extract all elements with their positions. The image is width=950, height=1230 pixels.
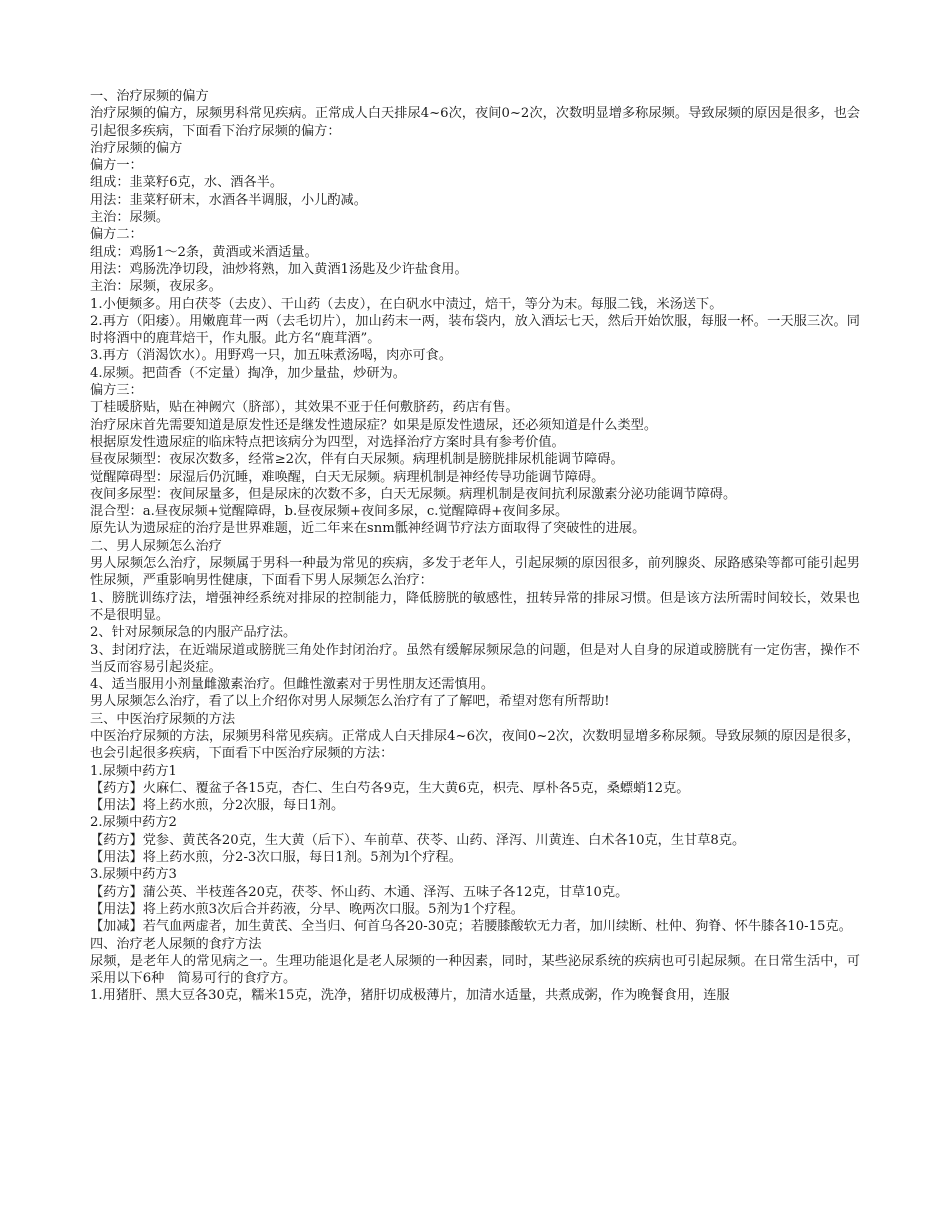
paragraph: 中医治疗尿频的方法，尿频男科常见疾病。正常成人白天排尿4~6次，夜间0~2次，次数明显增多称尿频。导致尿频的原因是很多，也会引起很多疾病，下面看下中医治疗尿频的方法： (90, 728, 860, 762)
section-heading-2: 二、男人尿频怎么治疗 (90, 538, 222, 554)
remedy-usage: 用法：鸡肠洗净切段，油炒将熟，加入黄酒1汤匙及少许盐食用。 (90, 261, 468, 277)
prescription-usage: 【用法】将上药水煎，分2次服，每日1剂。 (90, 798, 345, 814)
paragraph: 男人尿频怎么治疗，看了以上介绍你对男人尿频怎么治疗有了了解吧，希望对您有所帮助! (90, 694, 610, 710)
paragraph: 尿频，是老年人的常见病之一。生理功能退化是老人尿频的一种因素，同时，某些泌尿系统的疾病也可引起尿频。在日常生活中，可采用以下6种 简易可行的食疗方。 (90, 953, 860, 987)
prescription-title: 3.尿频中药方3 (90, 867, 177, 883)
section-heading-4: 四、治疗老人尿频的食疗方法 (90, 936, 262, 952)
numbered-item: 2.再方（阳痿）。用嫩鹿茸一两（去毛切片），加山药末一两，装布袋内，放入酒坛七天，然后开始饮服，每服一杯。一天服三次。同时将酒中的鹿茸焙干，作丸服。此方名“鹿茸酒”。 (90, 313, 860, 347)
prescription-ingredients: 【药方】党参、黄芪各20克，生大黄（后下）、车前草、茯苓、山药、泽泻、川黄连、白术各10克，生甘草8克。 (90, 832, 746, 848)
remedy-label: 偏方二： (90, 227, 143, 243)
document-page (90, 88, 860, 1005)
prescription-title: 2.尿频中药方2 (90, 815, 177, 831)
paragraph: 男人尿频怎么治疗，尿频属于男科一种最为常见的疾病，多发于老年人，引起尿频的原因很多，前列腺炎、尿路感染等都可能引起男性尿频，严重影响男性健康，下面看下男人尿频怎么治疗： (90, 556, 860, 589)
paragraph: 丁桂暖脐贴，贴在神阙穴（脐部），其效果不亚于任何敷脐药，药店有售。 (90, 400, 519, 416)
remedy-label: 偏方三： (90, 383, 143, 399)
numbered-item: 4、适当服用小剂量雌激素治疗。但雌性激素对于男性朋友还需慎用。 (90, 677, 495, 693)
numbered-item: 1.小便频多。用白茯苓（去皮）、干山药（去皮），在白矾水中渍过，焙干，等分为末。每服二钱，米汤送下。 (90, 296, 723, 312)
numbered-item: 4.尿频。把茴香（不定量）掏净，加少量盐，炒研为。 (90, 365, 406, 381)
subheading: 治疗尿频的偏方 (90, 140, 183, 156)
numbered-item: 2、针对尿频尿急的内服产品疗法。 (90, 625, 297, 641)
type-description: 夜间多尿型：夜间尿量多，但是尿床的次数不多，白天无尿频。病理机制是夜间抗利尿激素分泌功能调节障碍。 (90, 486, 737, 502)
remedy-label: 偏方一： (90, 158, 143, 174)
type-description: 混合型：a.昼夜尿频+觉醒障碍，b.昼夜尿频+夜间多尿，c.觉醒障碍+夜间多尿。 (90, 504, 569, 520)
prescription-usage: 【用法】将上药水煎，分2-3次口服，每日1剂。5剂为l个疗程。 (90, 850, 462, 866)
type-description: 昼夜尿频型：夜尿次数多，经常≥2次，伴有白天尿频。病理机制是膀胱排尿机能调节障碍。 (90, 452, 624, 468)
paragraph: 治疗尿频的偏方，尿频男科常见疾病。正常成人白天排尿4~6次，夜间0~2次，次数明显增多称尿频。导致尿频的原因是很多，也会引起很多疾病，下面看下治疗尿频的偏方： (90, 106, 860, 139)
remedy-indication: 主治：尿频，夜尿多。 (90, 279, 222, 295)
type-description: 觉醒障碍型：尿湿后仍沉睡，难唤醒，白天无尿频。病理机制是神经传导功能调节障碍。 (90, 469, 605, 485)
prescription-ingredients: 【药方】蒲公英、半枝莲各20克，茯苓、怀山药、木通、泽泻、五味子各12克，甘草10克。 (90, 884, 629, 900)
remedy-usage: 用法：韭菜籽研末，水酒各半调服，小儿酌减。 (90, 192, 367, 208)
prescription-modification: 【加减】若气血两虚者，加生黄芪、全当归、何首乌各20-30克；若腰膝酸软无力者，加川续断、杜仲、狗脊、怀牛膝各10-15克。 (90, 919, 852, 935)
paragraph: 根据原发性遗尿症的临床特点把该病分为四型，对选择治疗方案时具有参考价值。 (90, 434, 565, 450)
section-heading-3: 三、中医治疗尿频的方法 (90, 711, 236, 727)
numbered-item: 3.再方（消渴饮水）。用野鸡一只，加五味煮汤喝，肉亦可食。 (90, 348, 453, 364)
remedy-ingredients: 组成：鸡肠1～2条，黄酒或米酒适量。 (90, 244, 318, 260)
prescription-usage: 【用法】将上药水煎3次后合并药液，分早、晚两次口服。5剂为1个疗程。 (90, 901, 524, 917)
prescription-title: 1.尿频中药方1 (90, 763, 177, 779)
section-heading-1: 一、治疗尿频的偏方 (90, 89, 209, 104)
paragraph: 治疗尿床首先需要知道是原发性还是继发性遗尿症？如果是原发性遗尿，还必须知道是什么类型。 (90, 417, 658, 433)
paragraph: 原先认为遗尿症的治疗是世界难题，近二年来在snm骶神经调节疗法方面取得了突破性的进展。 (90, 521, 646, 537)
numbered-item: 3、封闭疗法，在近端尿道或膀胱三角处作封闭治疗。虽然有缓解尿频尿急的问题，但是对人自身的尿道或膀胱有一定伤害，操作不当反而容易引起炎症。 (90, 642, 860, 675)
numbered-item: 1.用猪肝、黑大豆各30克，糯米15克，洗净，猪肝切成极薄片，加清水适量，共煮成粥，作为晚餐食用，连服 (90, 988, 730, 1004)
prescription-ingredients: 【药方】火麻仁、覆盆子各15克，杏仁、生白芍各9克，生大黄6克，枳壳、厚朴各5克，桑螵蛸12克。 (90, 780, 690, 796)
remedy-indication: 主治：尿频。 (90, 210, 170, 226)
numbered-item: 1、膀胱训练疗法，增强神经系统对排尿的控制能力，降低膀胱的敏感性，扭转异常的排尿习惯。但是该方法所需时间较长，效果也不是很明显。 (90, 590, 860, 623)
remedy-ingredients: 组成：韭菜籽6克，水、酒各半。 (90, 175, 284, 191)
